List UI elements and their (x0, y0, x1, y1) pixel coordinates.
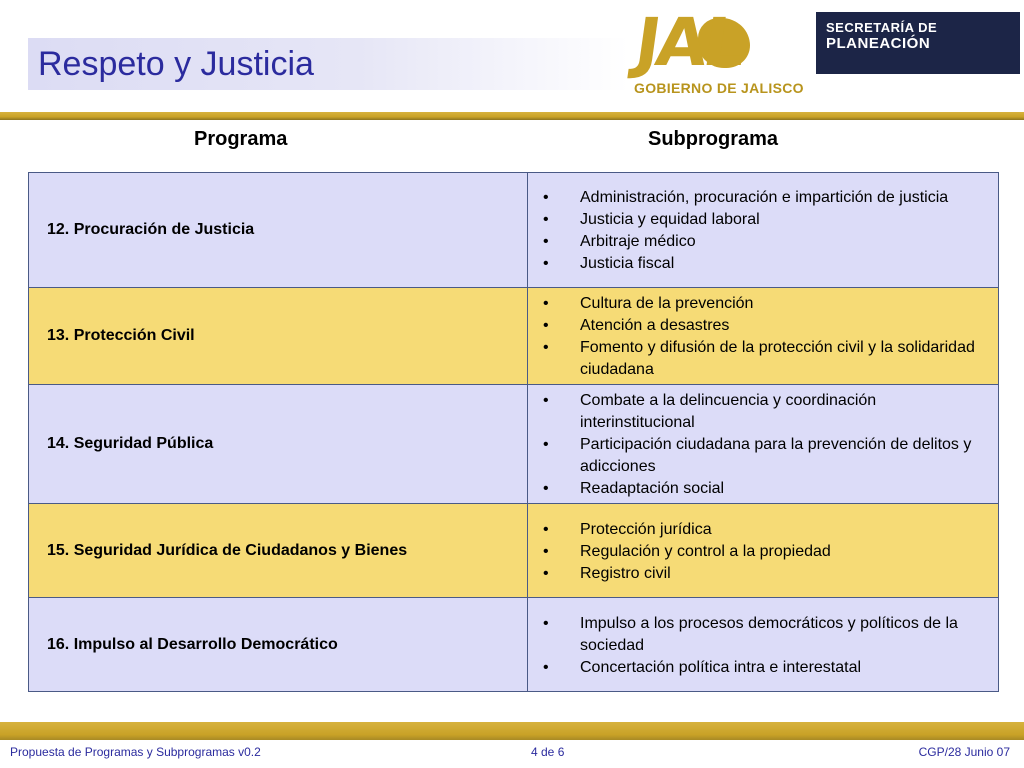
subprograma-text: Arbitraje médico (580, 233, 696, 250)
bullet-icon: • (543, 542, 549, 560)
subprograma-text: Justicia y equidad laboral (580, 211, 760, 228)
bullet-icon: • (543, 211, 549, 228)
bottom-divider (0, 722, 1024, 740)
bullet-icon: • (543, 317, 549, 334)
bullet-icon: • (543, 295, 549, 312)
bullet-icon: • (543, 189, 549, 206)
subprograma-item (543, 253, 992, 275)
subprograma-item (543, 478, 992, 500)
subprograma-list (543, 390, 992, 500)
table-row (29, 385, 998, 504)
table-row (29, 288, 998, 385)
subprograma-text: Protección jurídica (580, 520, 712, 538)
bullet-icon: • (543, 392, 549, 409)
programs-table (28, 172, 999, 692)
subprograma-list (543, 187, 992, 275)
subprograma-text: Cultura de la prevención (580, 295, 754, 312)
subprograma-item (543, 657, 992, 679)
footer-date: CGP/28 Junio 07 (918, 745, 1010, 759)
header-programa: Programa (194, 128, 288, 150)
subprograma-cell (528, 288, 998, 384)
subprograma-text: Concertación política intra e interestatal (580, 658, 862, 676)
subprograma-text: Regulación y control a la propiedad (580, 542, 831, 560)
subprograma-item (543, 231, 992, 253)
table-row (29, 504, 998, 598)
subprograma-text: Combate a la delincuencia y coordinación interinstitucional (580, 392, 877, 431)
subprograma-text: Participación ciudadana para la prevención de delitos y adicciones (580, 436, 972, 475)
programa-cell: 12. Procuración de Justicia (29, 173, 528, 287)
subprograma-text: Impulso a los procesos democráticos y políticos de la sociedad (580, 614, 958, 654)
subprograma-text: Administración, procuración e impartición de justicia (580, 189, 949, 206)
subprograma-item (543, 293, 992, 315)
subprograma-text: Justicia fiscal (580, 255, 675, 272)
programa-cell: 15. Seguridad Jurídica de Ciudadanos y Bienes (29, 504, 528, 597)
subprograma-item (543, 209, 992, 231)
table-row (29, 173, 998, 288)
subprograma-text: Registro civil (580, 564, 671, 582)
secretaria-box (816, 12, 1020, 74)
bullet-icon: • (543, 614, 549, 632)
subprograma-cell (528, 598, 998, 691)
bullet-icon: • (543, 255, 549, 272)
subprograma-item (543, 390, 992, 434)
footer-document-title: Propuesta de Programas y Subprogramas v0.2 (10, 745, 261, 759)
subprograma-list (543, 613, 992, 679)
subprograma-item (543, 337, 992, 381)
secretaria-line1: SECRETARÍA DE (826, 20, 938, 35)
subprograma-item (543, 563, 992, 585)
subprograma-list (543, 519, 992, 585)
header-subprograma: Subprograma (648, 128, 779, 150)
table-row (29, 598, 998, 691)
bullet-icon: • (543, 339, 549, 356)
subprograma-cell (528, 385, 998, 503)
subprograma-cell (528, 504, 998, 597)
secretaria-line2: PLANEACIÓN (826, 35, 931, 52)
subprograma-text: Readaptación social (580, 480, 725, 497)
subprograma-item (543, 434, 992, 478)
bullet-icon: • (543, 436, 549, 453)
subprograma-item (543, 613, 992, 657)
subprograma-item (543, 315, 992, 337)
subprograma-text: Atención a desastres (580, 317, 730, 334)
subprograma-item (543, 187, 992, 209)
slide-title: Respeto y Justicia (38, 45, 314, 83)
programa-cell: 13. Protección Civil (29, 288, 528, 384)
bullet-icon: • (543, 658, 549, 676)
logo-government-text: GOBIERNO DE JALISCO (634, 80, 804, 96)
bullet-icon: • (543, 520, 549, 538)
programa-cell: 14. Seguridad Pública (29, 385, 528, 503)
top-divider (0, 112, 1024, 120)
logo-mark-text: JAL (630, 4, 748, 81)
bullet-icon: • (543, 564, 549, 582)
bullet-icon: • (543, 233, 549, 250)
subprograma-cell (528, 173, 998, 287)
footer-page-number: 4 de 6 (531, 745, 565, 759)
programa-cell: 16. Impulso al Desarrollo Democrático (29, 598, 528, 691)
gobierno-jalisco-logo (628, 6, 1020, 102)
subprograma-text: Fomento y difusión de la protección civil y la solidaridad ciudadana (580, 339, 975, 378)
subprograma-item (543, 519, 992, 541)
subprograma-item (543, 541, 992, 563)
subprograma-list (543, 293, 992, 381)
bullet-icon: • (543, 480, 549, 497)
